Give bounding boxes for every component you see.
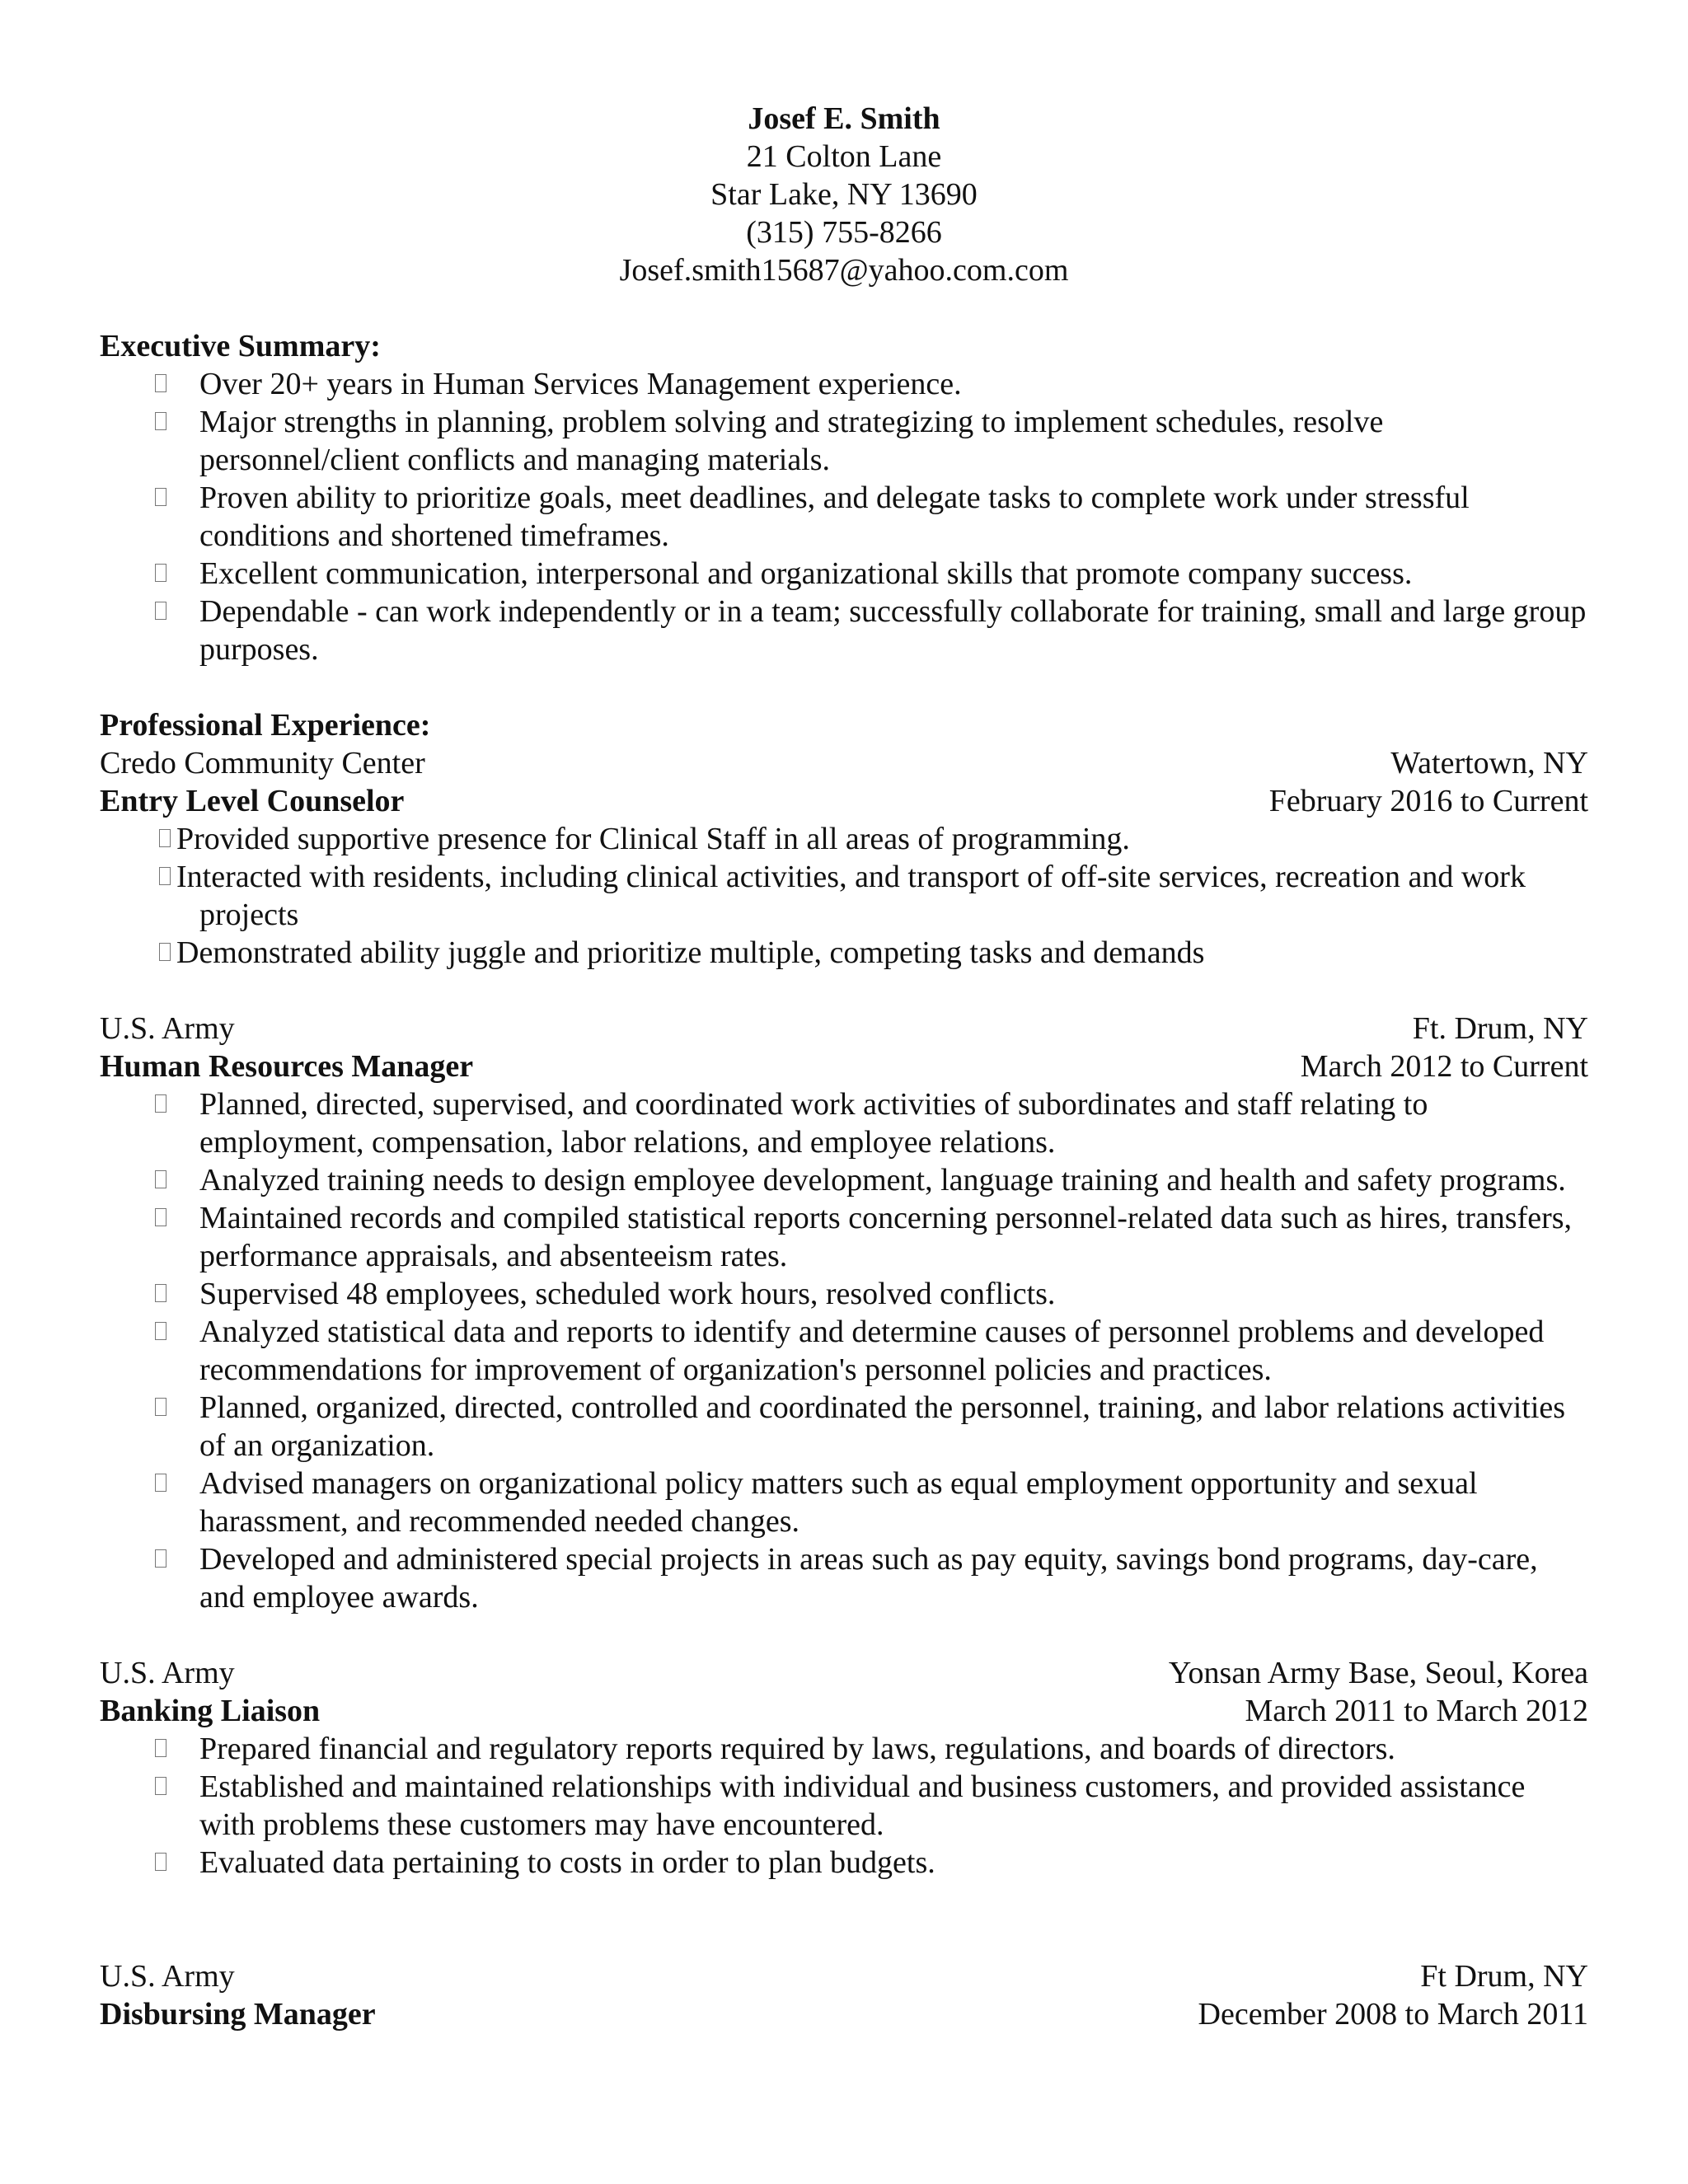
- phone-number: (315) 755-8266: [746, 215, 942, 250]
- list-item: [100, 403, 1588, 479]
- bullet-box-icon: [155, 1322, 166, 1340]
- job-title: Banking Liaison: [100, 1694, 321, 1728]
- list-item: [100, 1844, 1588, 1882]
- list-item: [100, 593, 1588, 668]
- job-duties-list: [100, 1085, 1588, 1616]
- list-item: [100, 1275, 1588, 1313]
- resume-page: [100, 100, 1588, 2033]
- list-item-text: Maintained records and compiled statistical reports concerning personnel-related data such as hires, transfers, performance appraisals, and absenteeism rates.: [199, 1201, 1573, 1273]
- job-location: Ft Drum, NY: [1420, 1959, 1588, 1994]
- job-org-row: [100, 1654, 1588, 1692]
- job-org-row: [100, 1957, 1588, 1995]
- list-item-text: Analyzed statistical data and reports to identify and determine causes of personnel problems and developed recommendations for improvement of organization's personnel policies and practices.: [199, 1315, 1545, 1387]
- bullet-box-icon: [159, 829, 171, 847]
- job-duties-list: [100, 820, 1588, 972]
- spacer: [100, 1616, 1588, 1654]
- spacer: [100, 1919, 1588, 1957]
- summary-list: [100, 365, 1588, 668]
- list-item: [100, 934, 1588, 972]
- list-item: [100, 365, 1588, 403]
- bullet-box-icon: [155, 488, 166, 506]
- bullet-box-icon: [155, 1094, 166, 1113]
- bullet-box-icon: [155, 1474, 166, 1492]
- address-line-2: Star Lake, NY 13690: [710, 177, 978, 212]
- job-location: Yonsan Army Base, Seoul, Korea: [1168, 1656, 1588, 1690]
- executive-summary-section: [100, 327, 1588, 668]
- job-entry: [100, 1010, 1588, 1616]
- list-item: [100, 479, 1588, 555]
- job-duties-list: [100, 1730, 1588, 1882]
- professional-experience-section: [100, 706, 1588, 2033]
- bullet-box-icon: [155, 1208, 166, 1226]
- list-item-text: Provided supportive presence for Clinical Staff in all areas of programming.: [176, 822, 1130, 856]
- list-item: [100, 1389, 1588, 1465]
- job-entry: [100, 1957, 1588, 2033]
- email-address: Josef.smith15687@yahoo.com.com: [619, 253, 1069, 288]
- job-title: Entry Level Counselor: [100, 784, 405, 818]
- bullet-box-icon: [155, 1853, 166, 1871]
- address-line-1: 21 Colton Lane: [746, 139, 942, 174]
- list-item: [100, 1540, 1588, 1616]
- section-title: Executive Summary:: [100, 329, 381, 363]
- list-item-text: Established and maintained relationships with individual and business customers, and provided assistance with problems these customers may have encountered.: [199, 1769, 1526, 1842]
- bullet-box-icon: [155, 1170, 166, 1188]
- candidate-name: Josef E. Smith: [748, 101, 940, 136]
- job-title: Human Resources Manager: [100, 1049, 474, 1084]
- list-item-text: Planned, organized, directed, controlled and coordinated the personnel, training, and labor relations activities of an organization.: [199, 1390, 1566, 1463]
- spacer: [100, 1882, 1588, 1919]
- bullet-box-icon: [155, 1777, 166, 1795]
- spacer: [100, 972, 1588, 1010]
- spacer: [100, 289, 1588, 327]
- bullet-box-icon: [155, 1398, 166, 1416]
- list-item-text: Interacted with residents, including clinical activities, and transport of off-site services, recreation and work projects: [176, 860, 1526, 932]
- list-item-text: Developed and administered special projects in areas such as pay equity, savings bond programs, day-care, and employee awards.: [199, 1542, 1538, 1615]
- job-organization: Credo Community Center: [100, 746, 425, 780]
- list-item: [100, 1465, 1588, 1540]
- job-location: Ft. Drum, NY: [1412, 1011, 1588, 1046]
- job-org-row: [100, 1010, 1588, 1047]
- job-dates: December 2008 to March 2011: [1198, 1997, 1588, 2032]
- job-location: Watertown, NY: [1390, 746, 1588, 780]
- list-item: [100, 1768, 1588, 1844]
- job-entry: [100, 1654, 1588, 1882]
- list-item-text: Prepared financial and regulatory reports required by laws, regulations, and boards of directors.: [199, 1732, 1395, 1766]
- job-title-row: [100, 1995, 1588, 2033]
- bullet-box-icon: [155, 412, 166, 430]
- job-entry: [100, 744, 1588, 972]
- list-item: [100, 820, 1588, 858]
- section-title: Professional Experience:: [100, 708, 431, 743]
- list-item-text: Supervised 48 employees, scheduled work hours, resolved conflicts.: [199, 1277, 1056, 1311]
- job-dates: February 2016 to Current: [1268, 784, 1588, 818]
- bullet-box-icon: [155, 602, 166, 620]
- bullet-box-icon: [159, 867, 171, 885]
- list-item-text: Excellent communication, interpersonal and organizational skills that promote company success.: [199, 556, 1413, 591]
- job-organization: U.S. Army: [100, 1011, 235, 1046]
- job-dates: March 2012 to Current: [1300, 1049, 1588, 1084]
- resume-header: [100, 100, 1588, 289]
- list-item: [100, 1313, 1588, 1389]
- list-item-text: Major strengths in planning, problem solving and strategizing to implement schedules, resolve personnel/client conflicts and managing materials.: [199, 405, 1384, 477]
- bullet-box-icon: [155, 1549, 166, 1568]
- list-item: [100, 1161, 1588, 1199]
- job-title: Disbursing Manager: [100, 1997, 376, 2032]
- job-organization: U.S. Army: [100, 1959, 235, 1994]
- bullet-box-icon: [155, 374, 166, 392]
- list-item: [100, 1199, 1588, 1275]
- list-item: [100, 555, 1588, 593]
- list-item: [100, 1085, 1588, 1161]
- job-title-row: [100, 1047, 1588, 1085]
- bullet-box-icon: [159, 943, 171, 961]
- list-item: [100, 858, 1588, 934]
- list-item-text: Planned, directed, supervised, and coordinated work activities of subordinates and staff relating to employment, compensation, labor relations, and employee relations.: [199, 1087, 1428, 1160]
- list-item-text: Over 20+ years in Human Services Management experience.: [199, 367, 962, 401]
- list-item-text: Analyzed training needs to design employee development, language training and health and safety programs.: [199, 1163, 1566, 1197]
- job-organization: U.S. Army: [100, 1656, 235, 1690]
- list-item-text: Dependable - can work independently or in a team; successfully collaborate for training, small and large group purposes.: [199, 594, 1587, 667]
- bullet-box-icon: [155, 1739, 166, 1757]
- job-dates: March 2011 to March 2012: [1245, 1694, 1588, 1728]
- spacer: [100, 668, 1588, 706]
- job-title-row: [100, 1692, 1588, 1730]
- list-item-text: Proven ability to prioritize goals, meet deadlines, and delegate tasks to complete work under stressful conditions and shortened timeframes.: [199, 480, 1470, 553]
- list-item-text: Advised managers on organizational policy matters such as equal employment opportunity and sexual harassment, and recommended needed changes.: [199, 1466, 1478, 1539]
- list-item: [100, 1730, 1588, 1768]
- list-item-text: Demonstrated ability juggle and prioritize multiple, competing tasks and demands: [176, 935, 1205, 970]
- bullet-box-icon: [155, 1284, 166, 1302]
- job-org-row: [100, 744, 1588, 782]
- list-item-text: Evaluated data pertaining to costs in order to plan budgets.: [199, 1845, 935, 1880]
- bullet-box-icon: [155, 564, 166, 582]
- job-title-row: [100, 782, 1588, 820]
